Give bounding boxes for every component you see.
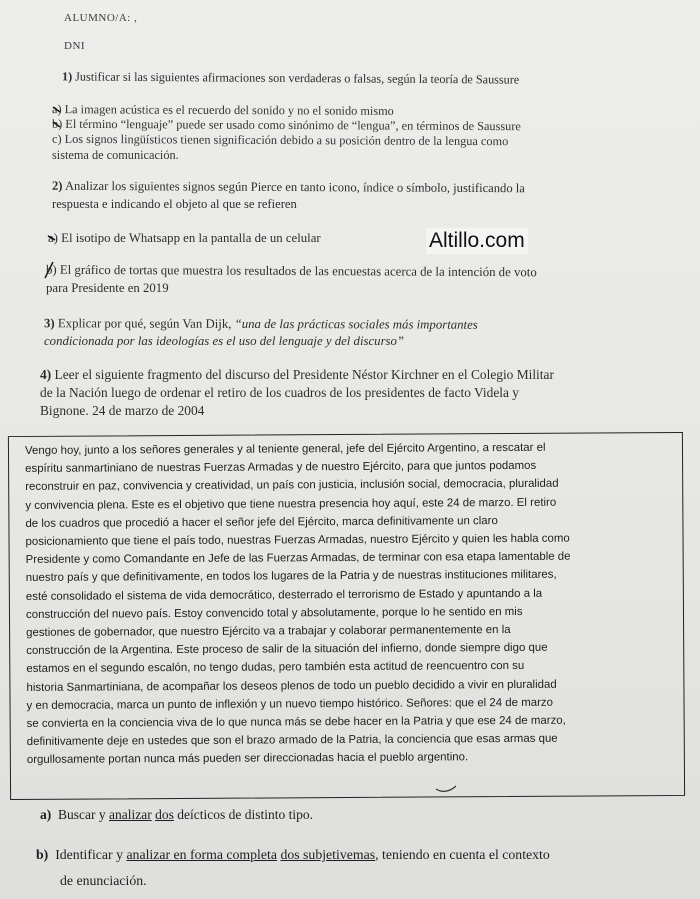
speech-line: posicionamiento que tiene el país todo, nuestras Fuerzas Armadas, nuestro Ejército y quien les habla como: [25, 532, 570, 548]
q3-quote-1: “una de las prácticas sociales más importantes: [234, 316, 478, 332]
q2-item-a-text: El isotipo de Whatsapp en la pantalla de un celular: [61, 231, 321, 245]
speech-line: reconstruir en paz, convivencia y creatividad, un país con justicia, inclusión social, democracia, pluralidad: [25, 478, 559, 494]
speech-line: y convivencia plena. Este es el objetivo que tiene nuestra presencia hoy aquí, este 24 de marzo. El retiro: [25, 496, 557, 512]
task-b-post-1: , teniendo en cuenta el contexto: [375, 847, 550, 862]
q4-prompt-line2: de la Nación luego de ordenar el retiro de los cuadros de los presidentes de facto Videla y: [40, 385, 519, 400]
speech-line: esté consolidado el sistema de vida democrático, desterrado el terrorismo de Estado y apuntando a la: [25, 587, 543, 603]
q1-text: Justificar si las siguientes afirmaciones son verdaderas o falsas, según la teoría de Saussure: [75, 69, 520, 87]
speech-line: y en democracia, marca un punto de inflexión y un nuevo tiempo histórico. Señores: que el 24 de marzo: [26, 696, 554, 712]
tick-mark-q1a: [53, 107, 60, 112]
q3-text: Explicar por qué, según Van Dijk,: [57, 316, 232, 331]
speech-line: espíritu sanmartiniano de nuestras Fuerzas Armadas y de nuestro Ejército, para que juntos podamos: [25, 460, 537, 476]
q2-number: 2): [51, 178, 63, 193]
task-b-underline-2: dos subjetivemas: [280, 847, 376, 862]
q4-number: 4): [40, 367, 52, 382]
slash-mark-q2b: [45, 262, 53, 278]
alumno-label: ALUMNO/A: ,: [64, 12, 138, 24]
q1-item-b-label: b): [51, 116, 63, 131]
q2-prompt-line2: respuesta e indicando el objeto al que se refieren: [52, 197, 297, 211]
task-a-label: a): [40, 807, 52, 822]
task-a-underline-1: analizar: [109, 807, 152, 822]
q2-item-b-line2: para Presidente en 2019: [46, 281, 169, 295]
q2-item-a-label: a): [48, 231, 58, 245]
q1-item-a-label: a): [51, 102, 62, 117]
altillo-watermark: Altillo.com: [426, 228, 528, 254]
task-a-pre: Buscar y: [58, 807, 109, 822]
q1-item-b-text: El término “lenguaje” puede ser usado como sinónimo de “lengua”, en términos de Saussure: [65, 116, 521, 134]
speech-line: historia Sanmartiniana, de acompañar los deseos plenos de todo un pueblo decidido a vivir en pluralidad: [26, 678, 557, 694]
speech-line: de los cuadros que procedió a hacer el señor jefe del Ejército, marca definitivamente un claro: [25, 514, 498, 530]
speech-line: nuestro país y que definitivamente, en todos los lugares de la Patria y de nuestras instituciones militares,: [25, 569, 557, 585]
task-b-underline-1: analizar en forma completa: [126, 847, 277, 862]
q3-quote-line2: condicionada por las ideologías es el uso del lenguaje y del discurso”: [44, 334, 405, 348]
q1-number: 1): [61, 69, 73, 84]
speech-line: definitivamente deje en ustedes que son el brazo armado de la Patria, la conciencia que esas armas que: [26, 732, 558, 749]
speech-line: orgullosamente portan nunca más pueden ser direccionadas hacia el pueblo argentino.: [26, 751, 469, 767]
q1-item-c-text-1: Los signos lingüísticos tienen significación debido a su posición dentro de la lengua como: [64, 131, 509, 149]
q3-number: 3): [43, 316, 55, 331]
q1-item-a-text: La imagen acústica es el recuerdo del sonido y no el sonido mismo: [64, 102, 394, 118]
tick-mark-q1b: [53, 122, 60, 127]
speech-line: se convierta en la conciencia viva de lo que nunca más se debe hacer en la Patria y que ese 24 de marzo,: [26, 714, 566, 731]
task-a-underline-2: dos: [155, 807, 174, 822]
q1-item-c-line2: sistema de comunicación.: [52, 148, 179, 162]
speech-line: construcción de la Argentina. Este proceso de salir de la situación del infierno, donde siempre digo que: [26, 642, 548, 658]
q2-text-1: Analizar los siguientes signos según Pierce en tanto icono, índice o símbolo, justificando la: [64, 178, 525, 196]
task-b-pre: Identificar y: [55, 847, 127, 862]
q4-prompt-line3: Bignone. 24 de marzo de 2004: [40, 403, 205, 418]
task-b-line2: de enunciación.: [60, 873, 147, 888]
task-a-post: deícticos de distinto tipo.: [173, 807, 313, 822]
q4-text-1: Leer el siguiente fragmento del discurso del Presidente Néstor Kirchner en el Colegio Militar: [54, 367, 554, 382]
dni-label: DNI: [64, 40, 86, 52]
task-b-label: b): [36, 847, 49, 862]
check-mark-box: [436, 786, 456, 791]
speech-line: Presidente y como Comandante en Jefe de las Fuerzas Armadas, de terminar con esa etapa lamentable de: [25, 550, 571, 567]
speech-line: estamos en el segundo escalón, no tengo dudas, pero también esta actitud de reencuentro con su: [26, 660, 525, 676]
q2-item-b-text-1: El gráfico de tortas que muestra los resultados de las encuestas acerca de la intención de voto: [59, 262, 537, 280]
speech-line: Vengo hoy, junto a los señores generales y al teniente general, jefe del Ejército Argentino, a rescatar el: [24, 441, 546, 457]
tick-mark-q2a: [48, 236, 55, 240]
speech-line: construcción del nuevo país. Estoy convencido total y absolutamente, porque lo he sentido en mis: [25, 605, 523, 621]
speech-line: gestiones de gobernador, que nuestro Ejército va a trabajar y colaborar permanentemente en la: [26, 624, 511, 639]
q1-item-c-label: c): [51, 131, 62, 146]
q2-item-b-label: b): [45, 262, 57, 277]
